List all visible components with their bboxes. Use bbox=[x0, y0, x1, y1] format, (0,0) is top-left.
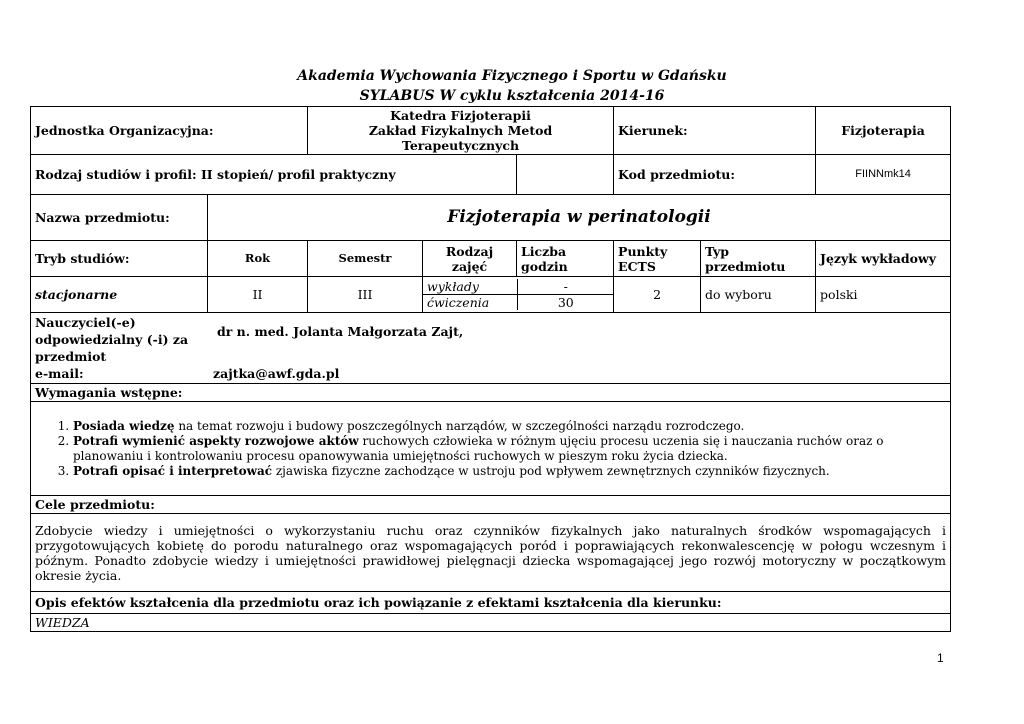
requirement-item: 1. Posiada wiedzę na temat rozwoju i budowy poszczególnych narządów, w szczególności narządu rozrodczego. bbox=[73, 419, 946, 434]
field-label: Kierunek: bbox=[614, 107, 816, 155]
empty-cell bbox=[517, 155, 614, 195]
email-label: e-mail: bbox=[35, 366, 84, 381]
col-language: Język wykładowy bbox=[816, 241, 951, 277]
outcomes-label: Opis efektów kształcenia dla przedmiotu oraz ich powiązanie z efektami kształcenia dla kierunku: bbox=[31, 592, 951, 614]
col-class-type: Rodzaj zajęć bbox=[423, 241, 517, 277]
course-code-value: FIINNmk14 bbox=[816, 155, 951, 195]
col-mode: Tryb studiów: bbox=[31, 241, 208, 277]
teacher-cell bbox=[31, 313, 951, 384]
unit-label: Jednostka Organizacyjna: bbox=[31, 107, 308, 155]
course-name: Fizjoterapia w perinatologii bbox=[208, 195, 951, 241]
exercises-hours: 30 bbox=[517, 295, 614, 311]
syllabus-table bbox=[30, 106, 951, 632]
goals-label: Cele przedmiotu: bbox=[31, 496, 951, 514]
page-number: 1 bbox=[937, 651, 944, 665]
col-semester: Semestr bbox=[308, 241, 423, 277]
col-ects: Punkty ECTS bbox=[614, 241, 701, 277]
requirements-label: Wymagania wstępne: bbox=[31, 384, 951, 402]
institution-title: Akademia Wychowania Fizycznego i Sportu w Gdańsku bbox=[297, 68, 727, 84]
ects-value: 2 bbox=[614, 277, 701, 313]
col-hours: Liczba godzin bbox=[517, 241, 614, 277]
requirement-item: 3. Potrafi opisać i interpretować zjawiska fizyczne zachodzące w ustroju pod wpływem zewnętrznych czynników fizycznych. bbox=[73, 464, 946, 479]
unit-line-2: Zakład Fizykalnych Metod Terapeutycznych bbox=[368, 123, 553, 153]
unit-value bbox=[308, 107, 614, 155]
requirement-item: 2. Potrafi wymienić aspekty rozwojowe aktów ruchowych człowieka w różnym ujęciu procesu uczenia się i nauczania ruchów oraz o planowaniu i kontrolowaniu procesu opanowywania umiejętności ruchowych w pieszym roku życia dziecka. bbox=[73, 434, 946, 464]
class-hours-cell bbox=[423, 277, 614, 313]
unit-line-1: Katedra Fizjoterapii bbox=[390, 108, 531, 123]
requirements-cell bbox=[31, 402, 951, 496]
col-subject-type: Typ przedmiotu bbox=[701, 241, 816, 277]
course-code-label: Kod przedmiotu: bbox=[614, 155, 816, 195]
subject-type-value: do wyboru bbox=[701, 277, 816, 313]
field-value: Fizjoterapia bbox=[816, 107, 951, 155]
class-hours-table bbox=[423, 279, 614, 310]
teacher-name: dr n. med. Jolanta Małgorzata Zajt, bbox=[217, 324, 464, 339]
semester-value: III bbox=[308, 277, 423, 313]
course-name-label: Nazwa przedmiotu: bbox=[31, 195, 208, 241]
teacher-email: zajtka@awf.gda.pl bbox=[213, 366, 340, 381]
goals-text: Zdobycie wiedzy i umiejętności o wykorzystaniu ruchu oraz czynników fizykalnych jako naturalnych środków wspomagających i przygotowujących kobietę do porodu naturalnego oraz wspomagających poród i poprawiających rekonwalescencję w połogu wczesnym i późnym. Ponadto zdobycie wiedzy i umiejętności prawidłowej pielęgnacji dziecka wspomagającej jego rozwój motoryczny w początkowym okresie życia. bbox=[31, 514, 951, 592]
outcomes-section: WIEDZA bbox=[31, 614, 951, 632]
col-year: Rok bbox=[208, 241, 308, 277]
teacher-label: Nauczyciel(-e) odpowiedzialny (-i) za przedmiot bbox=[35, 315, 189, 364]
lectures-label: wykłady bbox=[423, 279, 517, 295]
exercises-label: ćwiczenia bbox=[427, 295, 490, 310]
language-value: polski bbox=[816, 277, 951, 313]
study-profile: Rodzaj studiów i profil: II stopień/ profil praktyczny bbox=[31, 155, 517, 195]
lectures-hours: - bbox=[517, 279, 614, 295]
year-value: II bbox=[208, 277, 308, 313]
requirements-list bbox=[35, 419, 946, 479]
mode-value: stacjonarne bbox=[31, 277, 208, 313]
syllabus-title: SYLABUS W cyklu kształcenia 2014-16 bbox=[359, 88, 665, 104]
